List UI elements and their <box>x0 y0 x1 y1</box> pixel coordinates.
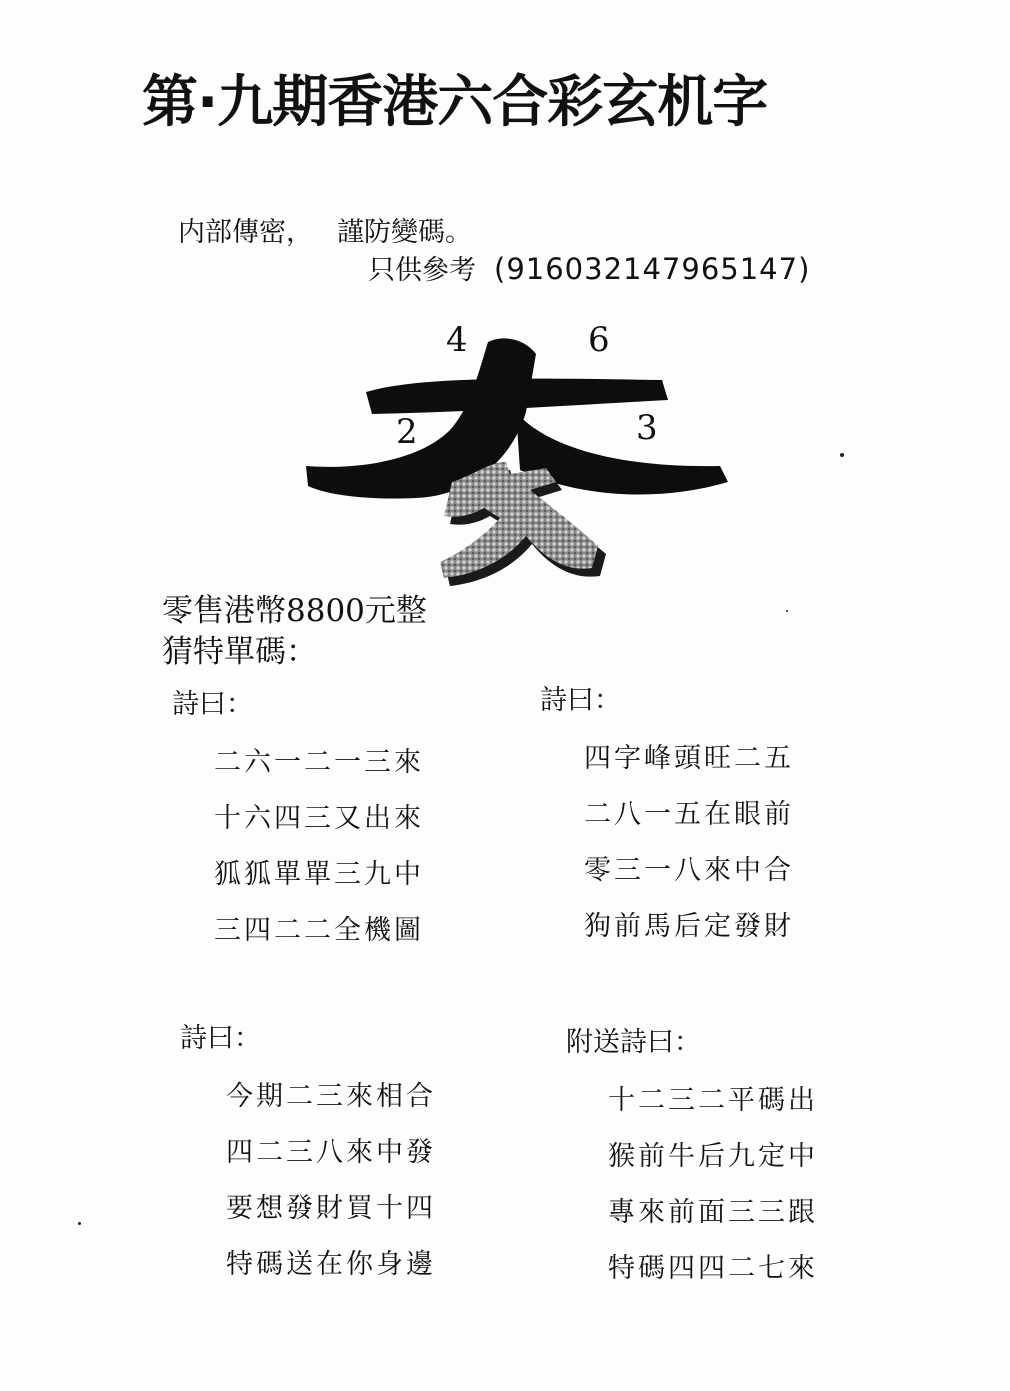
poem-line: 狗前馬后定發財 <box>584 911 794 942</box>
poem-heading: 詩曰： <box>180 1023 261 1054</box>
poem-line: 今期二三來相合 <box>226 1081 436 1112</box>
poem-line: 要想發財買十四 <box>226 1193 436 1224</box>
scan-speck <box>786 610 788 612</box>
intro-secret-text: 内部傳密， <box>178 217 313 248</box>
retail-price-text: 零售港幣8800元整 <box>162 593 427 629</box>
glyph-svg <box>300 320 740 600</box>
page-title: 第·九期香港六合彩玄机字 <box>142 70 768 135</box>
poem-block-1 <box>172 682 424 967</box>
poem-line: 四二三八來中發 <box>226 1137 436 1168</box>
poem-line: 專來前面三三跟 <box>608 1197 818 1228</box>
intro-line-1 <box>178 210 472 249</box>
poem-line: 三四二二全機圖 <box>214 915 424 946</box>
poem-line: 二六一二一三來 <box>214 747 424 778</box>
scan-speck <box>78 1222 81 1225</box>
reference-number: (916032147965147) <box>494 252 811 286</box>
poem-block-2 <box>540 678 794 963</box>
poem-line: 十二三二平碼出 <box>608 1085 818 1116</box>
poem-line: 特碼送在你身邊 <box>226 1249 436 1280</box>
poem-line: 十六四三又出來 <box>214 803 424 834</box>
poem-block-4 <box>566 1020 818 1305</box>
guess-special-number-text: 猜特單碼： <box>162 634 317 670</box>
poem-line: 二八一五在眼前 <box>584 799 794 830</box>
glyph-digit-top-left: 4 <box>446 320 468 360</box>
calligraphy-glyph-illustration <box>300 320 740 600</box>
intro-warning-text: 謹防變碼。 <box>337 217 472 248</box>
scan-speck <box>840 453 844 457</box>
reference-label: 只供參考 <box>368 255 476 286</box>
poem-line: 猴前牛后九定中 <box>608 1141 818 1172</box>
poem-line: 特碼四四二七來 <box>608 1253 818 1284</box>
glyph-digit-mid-right: 3 <box>636 408 658 448</box>
poem-block-3 <box>180 1016 436 1301</box>
poem-line: 四字峰頭旺二五 <box>584 743 794 774</box>
poem-heading: 詩曰： <box>540 685 621 716</box>
poem-heading: 詩曰： <box>172 689 253 720</box>
poem-line: 狐狐單單三九中 <box>214 859 424 890</box>
glyph-digit-mid-left: 2 <box>396 412 418 452</box>
glyph-digit-top-right: 6 <box>588 320 610 360</box>
intro-line-2 <box>368 248 810 287</box>
poem-line: 零三一八來中合 <box>584 855 794 886</box>
poem-heading: 附送詩曰： <box>566 1027 701 1058</box>
